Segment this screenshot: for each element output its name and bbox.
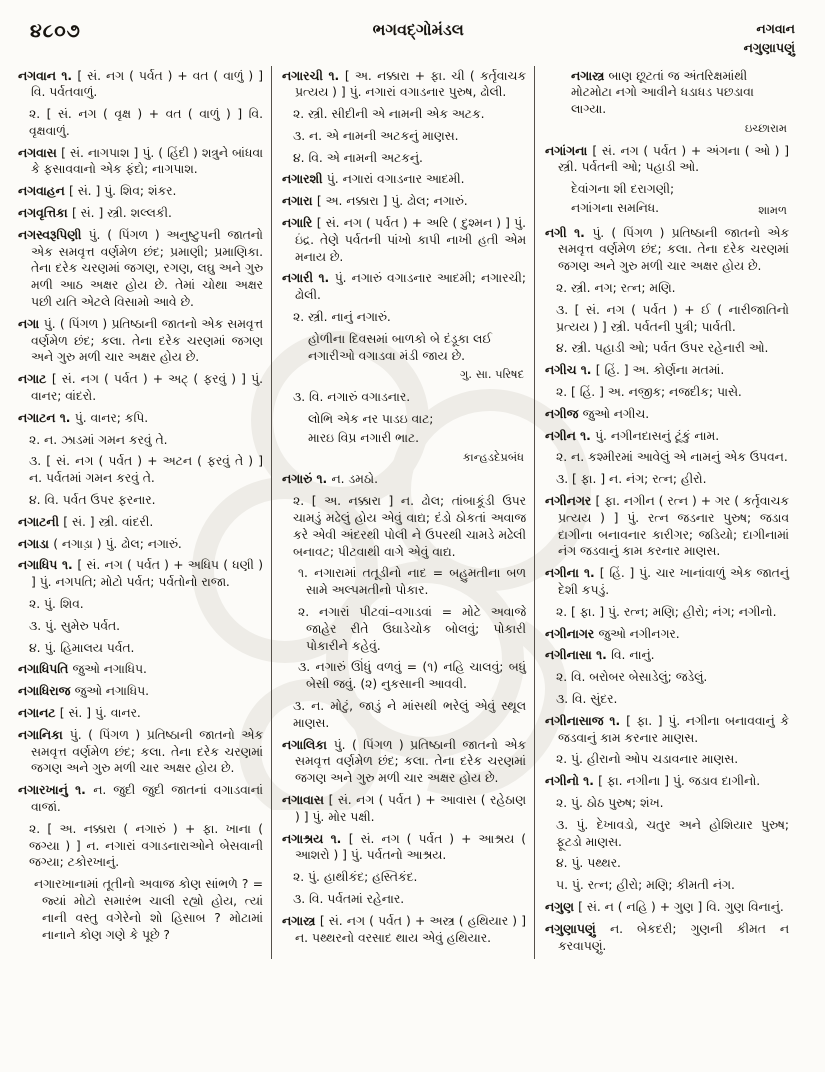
- sub-definition: ૨. [ અ. નક્કારા ( નગારું ) + ફા. ખાના ( જગ્યા ) ] ન. નગારાં વગાડનારાઓને બેસવાની જગ્યા; ટકોરખાનું.: [29, 821, 263, 870]
- dictionary-entry: નગીચ ૧. [ હિં. ] અ. કોર્ણના મતમાં.: [545, 363, 725, 378]
- quotation: લોભિ એક નર પાડઇ વાટ;: [308, 412, 434, 427]
- sub-definition: ૪. વિ. પર્વત ઉપર ફરનાર.: [29, 493, 156, 508]
- dictionary-entry: નગીનાસા ૧. વિ. નાનું.: [545, 648, 655, 663]
- idiom-note: ૧. નગારામાં તતૂડીનો નાદ = બહુમતીના બળ સામે અલ્પમતીનો પોકાર.: [298, 566, 526, 598]
- sub-definition: ૨. [ હિં. ] અ. નજીક; નજદીક; પાસે.: [556, 385, 742, 400]
- dictionary-entry: નગાશ્રય ૧. [ સં. નગ ( પર્વત ) + આશ્રય ( આશરો ) ] પું. પર્વતનો આશ્રય.: [282, 831, 526, 863]
- headword: નગાનિકા: [18, 727, 70, 742]
- sub-definition: ૩. પું. સુમેરુ પર્વત.: [29, 618, 121, 633]
- headword: નગાનટ: [18, 706, 60, 720]
- dictionary-entry: નગવાન ૧. [ સં. નગ ( પર્વત ) + વત ( વાળું ) ] વિ. પર્વતવાળું.: [18, 68, 263, 100]
- headword: નગવાન ૧.: [18, 68, 78, 83]
- headword: નગારા: [282, 194, 317, 209]
- headword: નગીનાગર: [545, 626, 599, 641]
- headword: નગાટની: [18, 514, 64, 529]
- sub-definition: ૪. પું. હિમાલય પર્વત.: [29, 640, 135, 655]
- column-2: [271, 66, 534, 960]
- headword: નગાશ્રય ૧.: [282, 831, 349, 846]
- sub-definition: ૨. [ સં. નગ ( વૃક્ષ ) + વત ( વાળું ) ] વિ. વૃક્ષવાળું.: [29, 107, 263, 138]
- sub-definition: ૪. વિ. એ નામની અટકનું.: [293, 150, 423, 165]
- dictionary-entry: નગારું ૧. ન. ડમઠો.: [282, 472, 378, 487]
- dictionary-entry: નગાનિકા પું. ( પિંગળ ) પ્રતિષ્ઠાની જાતનો એક સમવૃત્ત વર્ણમેળ છંદ; કલા. તેના દરેક ચરણમાં જગણ અને ગુરુ મળી ચાર અક્ષર હોય છે.: [18, 727, 263, 776]
- dictionary-entry: નગીનાગર જુઓ નગીનગર.: [545, 626, 680, 641]
- dictionary-entry: નગારશી પું. નગારાં વગાડનાર આદમી.: [282, 172, 465, 187]
- sub-definition: ૨. પું. હીરાનો ઓપ ચડાવનાર માણસ.: [556, 752, 739, 767]
- sub-definition: ૨. પું. હાથીકંદ; હસ્તિકંદ.: [293, 870, 418, 885]
- quotation: નગાંગના સમનિધ.: [571, 201, 660, 216]
- headword: નગાસ્ત્ર: [571, 68, 609, 83]
- headword: નગારચી ૧.: [282, 68, 345, 83]
- dictionary-entry: નગીનો ૧. [ ફા. નગીના ] પું. જડાવ દાગીનો.: [545, 774, 761, 789]
- book-title: ભગવદ્ગોમંડલ: [372, 20, 464, 39]
- sub-definition: ૪. સ્ત્રી. પહાડી ઓ; પર્વત ઉપર રહેનારી ઓ.: [556, 341, 769, 356]
- headword: નગારિ: [282, 216, 317, 231]
- citation-source: ઇચ્છારામ: [744, 120, 787, 135]
- sub-definition: ૨. પું. ઠોઠ પુરુષ; શંખ.: [556, 795, 664, 810]
- sub-definition: ૩. વિ. સુંદર.: [556, 692, 618, 706]
- dictionary-entry: નગવાસ [ સં. નાગપાશ ] પું. ( હિંદી ) શત્રુને બાંધવા કે ફસાવવાનો એક ફંદો; નાગપાશ.: [18, 145, 263, 177]
- dictionary-entry: નગારખાનું ૧. ન. જુદી જુદી જાતનાં વગાડવાનાં વાજાં.: [18, 783, 263, 814]
- sub-definition: ૨. ન. ઝાડમાં ગમન કરવું તે.: [29, 432, 168, 447]
- page-header: [8, 16, 817, 60]
- dictionary-entry: નગાધિરાજ જુઓ નગાધિપ.: [18, 684, 149, 699]
- headword: નગાધિરાજ: [18, 684, 75, 699]
- sub-definition: ૨. સ્ત્રી. સીદીની એ નામની એક અટક.: [293, 107, 485, 122]
- dictionary-entry: નગીનગર [ ફા. નગીન ( રત્ન ) + ગર ( કર્તૃવાચક પ્રત્યય ) ] પું. રત્ન જડનાર પુરુષ; જડાવ દાગીના બનાવનાર કારીગર; જડિયો; દાગીનામાં નંગ જડવાનું કામ કરનાર માણસ.: [545, 494, 789, 559]
- headword: નગાસ્ત્ર: [282, 913, 320, 928]
- idiom-note: ૩. નગારું ઊંધું વળવું = (૧) નહિ ચાલવું; બધું બેસી જવું. (૨) નુકસાની આવવી.: [298, 660, 526, 692]
- sub-definition: ૩. [ સં. નગ ( પર્વત ) + અટન ( ફરવું તે ) ] ન. પર્વતમાં ગમન કરવું તે.: [29, 454, 263, 486]
- sub-definition: ૩. ન. મોટું, જાડું ને માંસથી ભરેલું એવું સ્થૂલ માણસ.: [293, 699, 526, 730]
- quotation: દેવાંગના શી દરાગણી;: [571, 182, 675, 197]
- headword: નગારી ૧.: [282, 271, 335, 286]
- headword: નગસ્વરૂપિણી: [18, 227, 89, 242]
- dictionary-entry: નગારા [ અ. નક્કારા ] પું. ઢોલ; નગારું.: [282, 194, 468, 209]
- headword: નગાલિકા: [282, 737, 334, 752]
- dictionary-entry: નગી ૧. પું. ( પિંગળ ) પ્રતિષ્ઠાની જાતનો એક સમવૃત્ત વર્ણમેળ છંદ; કલા. તેના દરેક ચરણમાં જગણ અને ગુરુ મળી ચાર અક્ષર હોય છે.: [545, 225, 789, 274]
- sub-definition: ૩. [ સં. નગ ( પર્વત ) + ઈ ( નારીજાતિનો પ્રત્યય ) ] સ્ત્રી. પર્વતની પુત્રી; પાર્વતી.: [556, 302, 789, 334]
- headword: નગાવાસ: [282, 792, 329, 807]
- sub-definition: ૨. પું. શિવ.: [29, 597, 84, 612]
- dictionary-entry: નગાટની [ સં. ] સ્ત્રી. વાંદરી.: [18, 514, 154, 529]
- citation-source: શામળ: [758, 202, 787, 217]
- headword: નગીના ૧.: [545, 566, 600, 581]
- idiom-note: નગારખાનામાં તૂતીનો અવાજ કોણ સાંભળે ? = જ્યાં મોટો સમારંભ ચાલી રહ્યો હોય, ત્યાં નાની વસ્તુ વગેરેનો શો હિસાબ ? મોટામાં નાનાને કોણ ગણે કે પૂછે ?: [34, 877, 263, 942]
- running-head-first-word: નગવાન: [756, 21, 795, 36]
- sub-definition: ૩. વિ. પર્વતમાં રહેનાર.: [293, 891, 405, 906]
- sub-definition: ૩. વિ. નગારું વગાડનાર.: [293, 390, 411, 405]
- sub-definition: ૪. પું. પથ્થર.: [556, 856, 621, 871]
- dictionary-entry: નગીનાસાજ ૧. [ ફા. ] પું. નગીના બનાવવાનું કે જડવાનું કામ કરનાર માણસ.: [545, 713, 789, 745]
- dictionary-entry: નગાટ [ સં. નગ ( પર્વત ) + અટ્ ( ફરવું ) ] પું. વાનર; વાંદરો.: [18, 372, 263, 404]
- quotation: મારઇ વિપ્ર નગારી ભાટ.: [308, 430, 420, 445]
- dictionary-entry: નગસ્વરૂપિણી પું. ( પિંગળ ) અનુષ્ટુપની જાતનો એક સમવૃત્ત વર્ણમેળ છંદ; પ્રમાણી; પ્રમાણિકા. તેના દરેક ચરણમાં જગણ, રગણ, લઘુ અને ગુરુ મળી આઠ અક્ષર હોય છે. તેમાં ચોથા અક્ષર પછી યતિ એટલે વિસામો આવે છે.: [18, 227, 263, 310]
- sub-definition: ૨. ન. કશ્મીરમાં આવેલું એ નામનું એક ઉપવન.: [556, 450, 788, 465]
- quotation: હોળીના દિવસમાં બાળકો બે દંડૂકા લઈ નગારીઓ વગાડવા મંડી જાય છે.: [308, 331, 492, 363]
- headword: નગાડા: [18, 536, 54, 551]
- headword: નગુણાપણું: [545, 921, 610, 936]
- headword: નગવૃત્તિકા: [18, 206, 72, 221]
- headword: નગારશી: [282, 172, 327, 187]
- dictionary-entry: નગાધિપતિ જુઓ નગાધિપ.: [18, 662, 147, 677]
- headword: નગાંગના: [545, 143, 593, 158]
- headword: નગાટ: [18, 372, 52, 387]
- headword: નગુણ: [545, 899, 579, 914]
- headword: નગીજ: [545, 406, 583, 421]
- dictionary-entry: નગાસ્ત્ર [ સં. નગ ( પર્વત ) + અસ્ત્ર ( હથિયાર ) ] ન. પથ્થરનો વરસાદ થાય એવું હથિયાર.: [282, 913, 527, 945]
- sub-definition: ૨. [ ફા. ] પું. રત્ન; મણિ; હીરો; નંગ; નગીનો.: [556, 604, 777, 619]
- dictionary-entry: નગારચી ૧. [ અ. નક્કારા + ફા. ચી ( કર્તૃવાચક પ્રત્યય ) ] પું. નગારાં વગાડનાર પુરુષ, ઢોલી.: [282, 68, 527, 100]
- dictionary-entry: નગાટન ૧. પું. વાનર; કપિ.: [18, 410, 149, 425]
- headword: નગીન ૧.: [545, 428, 596, 443]
- sub-definition: ૫. પું. રત્ન; હીરો; મણિ; કીમતી નંગ.: [556, 878, 735, 893]
- dictionary-entry: નગાવાસ [ સં. નગ ( પર્વત ) + આવાસ ( રહેઠાણ ) ] પું. મોર પક્ષી.: [282, 792, 526, 824]
- dictionary-entry: નગાડા ( નગાડ઼ા ) પું. ઢોલ; નગારું.: [18, 536, 182, 551]
- dictionary-entry: નગીના ૧. [ હિં. ] પું. ચાર ખાનાંવાળું એક જાતનું દેશી કપડું.: [545, 566, 789, 598]
- sub-definition: ૨. સ્ત્રી. નાનું નગારું.: [293, 310, 391, 325]
- dictionary-entry: નગાંગના [ સં. નગ ( પર્વત ) + અંગના ( ઓ ) ] સ્ત્રી. પર્વતની ઓ; પહાડી ઓ.: [545, 143, 789, 175]
- dictionary-entry: નગારી ૧. પું. નગારું વગાડનાર આદમી; નગારચી; ઢોલી.: [282, 271, 526, 303]
- dictionary-entry: નગીન ૧. પું. નગીનદાસનું ટૂંકું નામ.: [545, 428, 720, 443]
- dictionary-entry: નગુણાપણું ન. બેકદરી; ગુણની કીમત ન કરવાપણું.: [545, 921, 790, 953]
- sub-definition: ૩. પું. દેખાવડો, ચતુર અને હોશિયાર પુરુષ; ફૂટડો માણસ.: [556, 817, 789, 849]
- quotation: નગાસ્ત્ર બાણ છૂટતાં જ અંતરિક્ષમાંથી મોટમોટા નગો આવીને ધડાધડ પછડાવા લાગ્યા.: [571, 68, 754, 117]
- sub-definition: ૨. [ અ. નક્કારા ] ન. ઢોલ; તાંબાકૂંડી ઉપર ચામડું મઢેલું હોય એવું વાદ્ય; દંડો ઠોકતાં અવાજ કરે એવી અંદરથી પોલી ને ઉપરથી ચામડે મઢેલી બનાવટ; પીટવાથી વાગે એવું વાદ્ય.: [293, 494, 526, 559]
- column-3: [534, 66, 797, 960]
- sub-definition: ૨. સ્ત્રી. નગ; રત્ન; મણિ.: [556, 281, 676, 296]
- running-head-last-word: નગુણાપણું: [743, 39, 795, 55]
- headword: નગીનાસાજ ૧.: [545, 713, 627, 728]
- text-columns: [8, 66, 817, 960]
- dictionary-entry: નગાધિપ ૧. [ સં. નગ ( પર્વત ) + અધિપ ( ધણી ) ] પું. નગપતિ; મોટો પર્વત; પર્વતોનો રાજા.: [18, 558, 263, 590]
- citation-source: કાન્હડદેપ્રબંધ: [462, 449, 524, 464]
- headword: નગીચ ૧.: [545, 363, 596, 378]
- dictionary-entry: નગારિ [ સં. નગ ( પર્વત ) + અરિ ( દુશ્મન ) ] પું. ઇંદ્ર. તેણે પર્વતની પાંખો કાપી નાખી હતી એમ મનાય છે.: [282, 216, 526, 264]
- citation-source: ગુ. સા. પરિષદ: [459, 367, 524, 382]
- sub-definition: ૨. વિ. બરોબર બેસાડેલું; જડેલું.: [556, 670, 708, 685]
- dictionary-entry: નગવાહન [ સં. ] પું. શિવ; શંકર.: [18, 184, 177, 199]
- dictionary-entry: નગુણ [ સં. ન ( નહિ ) + ગુણ ] વિ. ગુણ વિનાનું.: [545, 899, 784, 914]
- headword: નગવાસ: [18, 145, 62, 160]
- dictionary-entry: નગાનટ [ સં. ] પું. વાનર.: [18, 706, 141, 720]
- sub-definition: ૩. [ ફા. ] ન. નંગ; રત્ન; હીરો.: [556, 472, 707, 487]
- idiom-note: ૨. નગારાં પીટવાં–વગાડવાં = મોટે અવાજે જાહેર રીતે ઉઘાડેચોક બોલવું; પોકારી પોકારીને કહેવું.: [298, 605, 526, 653]
- dictionary-entry: નગાલિકા પું. ( પિંગળ ) પ્રતિષ્ઠાની જાતનો એક સમવૃત્ત વર્ણમેળ છંદ; કલા. તેના દરેક ચરણમાં જગણ અને ગુરુ મળી ચાર અક્ષર હોય છે.: [282, 737, 527, 786]
- headword: નગારખાનું ૧.: [18, 783, 94, 798]
- dictionary-entry: નગા પું. ( પિંગળ ) પ્રતિષ્ઠાની જાતનો એક સમવૃત્ત વર્ણમેળ છંદ; કલા. તેના દરેક ચરણમાં જગણ અને ગુરુ મળી ચાર અક્ષર હોય છે.: [18, 316, 263, 365]
- headword: નગીનો ૧.: [545, 774, 599, 789]
- headword: નગીનાસા ૧.: [545, 648, 612, 663]
- running-head: [744, 20, 795, 58]
- headword: નગા: [18, 316, 44, 331]
- headword: નગી ૧.: [545, 225, 593, 240]
- dictionary-entry: નગીજ જુઓ નગીચ.: [545, 406, 650, 421]
- headword: નગાટન ૧.: [18, 410, 75, 425]
- page-number: ૪૮૦૭: [30, 20, 81, 42]
- headword: નગારું ૧.: [282, 472, 332, 487]
- dictionary-entry: નગવૃત્તિકા [ સં. ] સ્ત્રી. શલ્લકી.: [18, 206, 172, 221]
- headword: નગાધિપતિ: [18, 662, 73, 677]
- sub-definition: ૩. ન. એ નામની અટકનું માણસ.: [293, 128, 459, 143]
- column-1: [8, 66, 271, 960]
- headword: નગવાહન: [18, 184, 69, 199]
- headword: નગીનગર: [545, 494, 596, 509]
- headword: નગાધિપ ૧.: [18, 558, 78, 573]
